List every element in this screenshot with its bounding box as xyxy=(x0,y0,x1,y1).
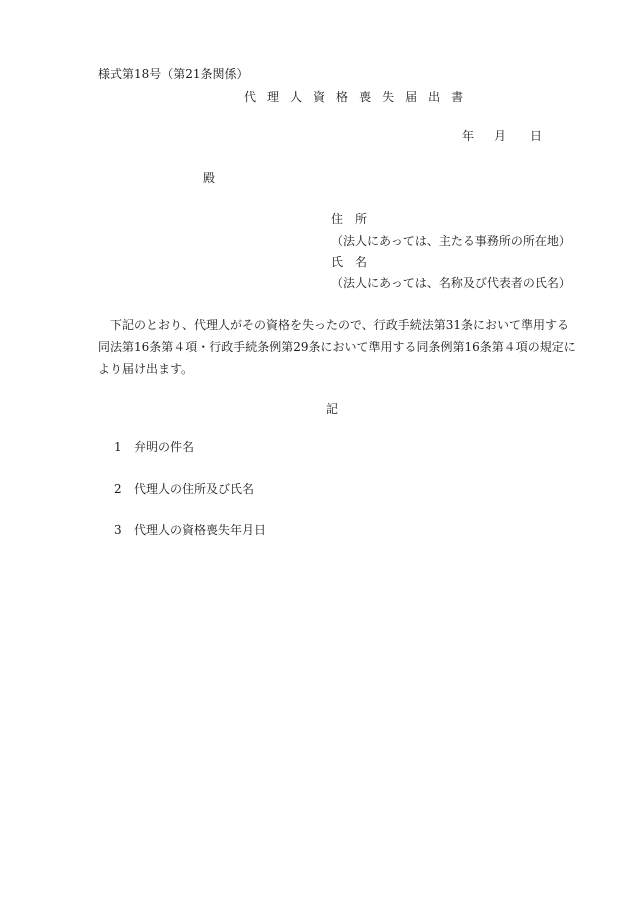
record-item-label: 代理人の資格喪失年月日 xyxy=(134,523,267,537)
record-item xyxy=(114,524,266,536)
addressee-suffix: 殿 xyxy=(203,171,216,185)
body-line-3: より届け出ます。 xyxy=(98,362,194,376)
record-item-label: 弁明の件名 xyxy=(134,440,195,454)
record-item-number: 3 xyxy=(114,523,122,537)
records-heading: 記 xyxy=(326,402,339,416)
record-item-number: 1 xyxy=(114,440,122,454)
record-item xyxy=(114,483,254,495)
record-item-label: 代理人の住所及び氏名 xyxy=(134,482,255,496)
date-month-label: 月 xyxy=(494,129,507,143)
record-item-number: 2 xyxy=(114,482,122,496)
record-item xyxy=(114,441,194,453)
name-label: 氏 名 xyxy=(331,255,368,269)
form-number: 様式第18号（第21条関係） xyxy=(98,67,249,81)
document-title: 代 理 人 資 格 喪 失 届 出 書 xyxy=(244,90,467,104)
body-line-1: 下記のとおり、代理人がその資格を失ったので、行政手続法第31条において準用する xyxy=(98,318,570,332)
body-line-2: 同法第16条第４項・行政手続条例第29条において準用する同条例第16条第４項の規定に xyxy=(98,340,576,354)
name-note: （法人にあっては、名称及び代表者の氏名） xyxy=(331,276,571,290)
body-paragraph xyxy=(98,314,576,380)
address-label: 住 所 xyxy=(331,212,368,226)
date-year-label: 年 xyxy=(462,129,475,143)
address-note: （法人にあっては、主たる事務所の所在地） xyxy=(331,234,571,248)
date-day-label: 日 xyxy=(530,129,543,143)
